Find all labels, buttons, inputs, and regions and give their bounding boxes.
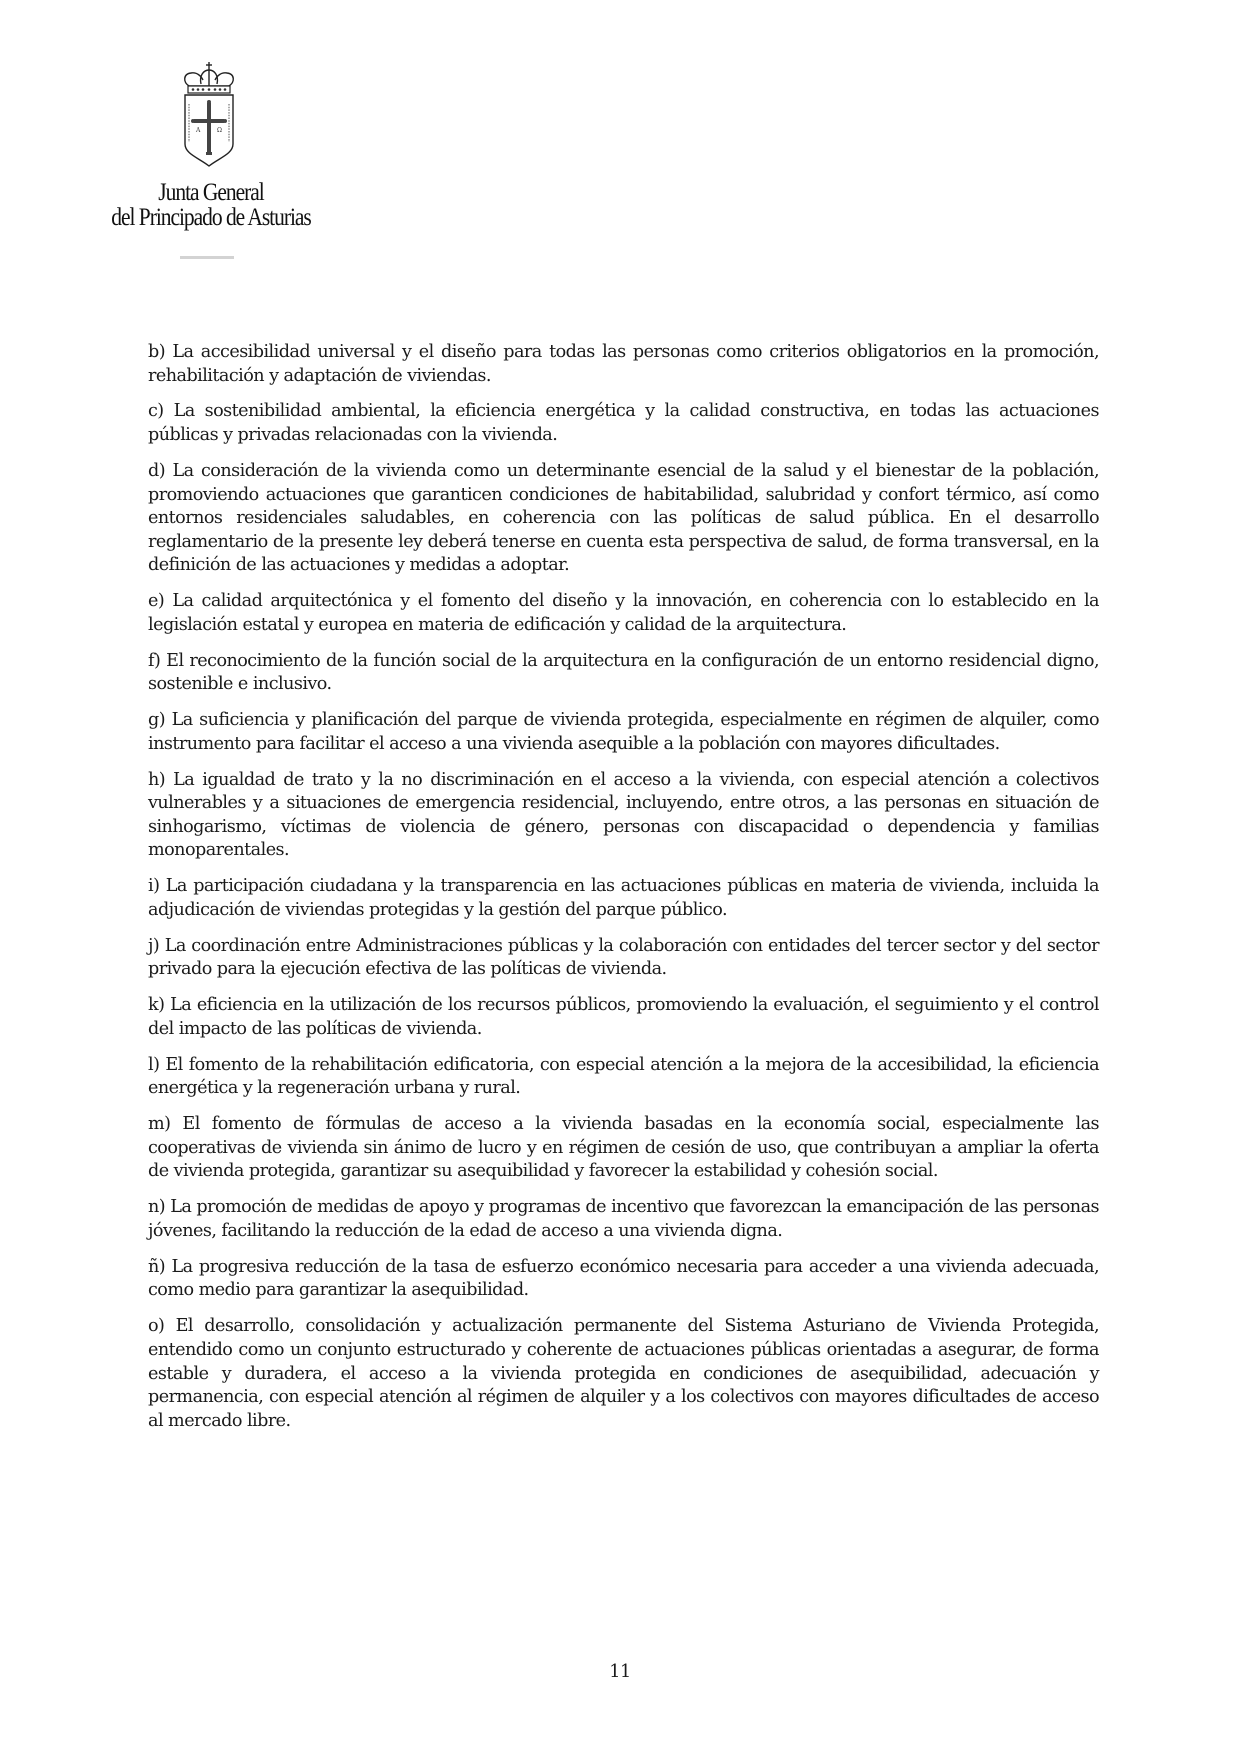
- list-item-text: El fomento de fórmulas de acceso a la vivienda basadas en la economía social, especialmente las cooperativas de vivienda sin ánimo de lucro y en régimen de cesión de uso, que contribuyan a ampliar la oferta de vivienda protegida, garantizar su asequibilidad y favorecer la estabilidad y cohesión social.: [148, 1114, 1099, 1182]
- list-item-text: El fomento de la rehabilitación edificatoria, con especial atención a la mejora de la accesibilidad, la eficiencia energética y la regeneración urbana y rural.: [148, 1054, 1100, 1099]
- list-item-label: e): [148, 591, 165, 612]
- list-item-text: La progresiva reducción de la tasa de esfuerzo económico necesaria para acceder a una vivienda adecuada, como medio para garantizar la asequibilidad.: [148, 1256, 1099, 1301]
- asturias-crest-icon: [179, 62, 239, 168]
- list-item: [148, 1054, 1099, 1101]
- list-item-text: La consideración de la vivienda como un determinante esencial de la salud y el bienestar de la población, promoviendo actuaciones que garanticen condiciones de habitabilidad, salubridad y confort térmico, así como entornos residenciales saludables, en coherencia con las políticas de salud pública. En el desarrollo reglamentario de la presente ley deberá tenerse en cuenta esta perspectiva de salud, de forma transversal, en la definición de las actuaciones y medidas a adoptar.: [148, 460, 1099, 576]
- institution-name-line-1: Junta General: [158, 179, 264, 206]
- list-item-text: El desarrollo, consolidación y actualización permanente del Sistema Asturiano de Vivienda Protegida, entendido como un conjunto estructurado y coherente de actuaciones públicas orientadas a asegurar, de forma estable y duradera, el acceso a la vivienda protegida en condiciones de asequibilidad, adecuación y permanencia, con especial atención al régimen de alquiler y a los colectivos con mayores dificultades de acceso al mercado libre.: [148, 1316, 1099, 1431]
- svg-text:Ω: Ω: [217, 127, 222, 134]
- institution-name: [104, 180, 319, 230]
- document-body: [148, 341, 1099, 1446]
- list-item-label: g): [148, 710, 166, 731]
- list-item: [148, 1256, 1099, 1303]
- page-number: 11: [609, 1662, 631, 1682]
- list-item: [148, 1196, 1099, 1243]
- list-item-label: i): [148, 876, 160, 897]
- list-item: [148, 935, 1099, 982]
- list-item: [148, 1315, 1099, 1433]
- list-item-text: La suficiencia y planificación del parque de vivienda protegida, especialmente en régimen de alquiler, como instrumento para facilitar el acceso a una vivienda asequible a la población con mayores dificultades.: [148, 710, 1099, 754]
- list-item-text: La accesibilidad universal y el diseño para todas las personas como criterios obligatorios en la promoción, rehabilitación y adaptación de viviendas.: [148, 342, 1099, 386]
- list-item: [148, 590, 1099, 637]
- list-item-label: h): [148, 769, 166, 790]
- list-item-text: La calidad arquitectónica y el fomento del diseño y la innovación, en coherencia con lo establecido en la legislación estatal y europea en materia de edificación y calidad de la arquitectura.: [148, 591, 1099, 635]
- list-item-label: b): [148, 342, 166, 362]
- list-item-label: j): [148, 935, 160, 956]
- list-item-label: l): [148, 1054, 160, 1075]
- list-item: [148, 709, 1099, 756]
- list-item: [148, 769, 1099, 863]
- list-item-label: n): [148, 1197, 166, 1218]
- list-item-label: ñ): [148, 1256, 166, 1277]
- list-item-text: El reconocimiento de la función social de la arquitectura en la configuración de un entorno residencial digno, sostenible e inclusivo.: [148, 650, 1100, 695]
- list-item: [148, 994, 1099, 1041]
- list-item-text: La igualdad de trato y la no discriminación en el acceso a la vivienda, con especial atención a colectivos vulnerables y a situaciones de emergencia residencial, incluyendo, entre otros, a las personas en situación de sinhogarismo, víctimas de violencia de género, personas con discapacidad o dependencia y familias monoparentales.: [148, 769, 1100, 861]
- list-item-text: La coordinación entre Administraciones públicas y la colaboración con entidades del tercer sector y del sector privado para la ejecución efectiva de las políticas de vivienda.: [148, 935, 1099, 980]
- svg-text:A: A: [196, 127, 201, 134]
- list-item: [148, 650, 1099, 697]
- logo-divider: [180, 256, 234, 259]
- list-item: [148, 460, 1099, 578]
- list-item: [148, 1113, 1099, 1184]
- list-item-label: d): [148, 460, 166, 481]
- list-item-label: m): [148, 1114, 171, 1135]
- list-item-label: o): [148, 1316, 165, 1337]
- institution-logo: [86, 62, 336, 259]
- list-item-label: k): [148, 995, 165, 1016]
- list-item-label: f): [148, 650, 161, 671]
- list-item: [148, 875, 1099, 922]
- institution-name-line-2: del Principado de Asturias: [111, 204, 311, 231]
- list-item-text: La participación ciudadana y la transparencia en las actuaciones públicas en materia de vivienda, incluida la adjudicación de viviendas protegidas y la gestión del parque público.: [148, 876, 1099, 920]
- list-item: [148, 341, 1099, 388]
- list-item-text: La eficiencia en la utilización de los recursos públicos, promoviendo la evaluación, el seguimiento y el control del impacto de las políticas de vivienda.: [148, 995, 1099, 1039]
- list-item-text: La promoción de medidas de apoyo y programas de incentivo que favorezcan la emancipación de las personas jóvenes, facilitando la reducción de la edad de acceso a una vivienda digna.: [148, 1197, 1099, 1241]
- list-item: [148, 400, 1099, 447]
- list-item-label: c): [148, 401, 164, 422]
- list-item-text: La sostenibilidad ambiental, la eficiencia energética y la calidad constructiva, en todas las actuaciones públicas y privadas relacionadas con la vivienda.: [148, 401, 1099, 446]
